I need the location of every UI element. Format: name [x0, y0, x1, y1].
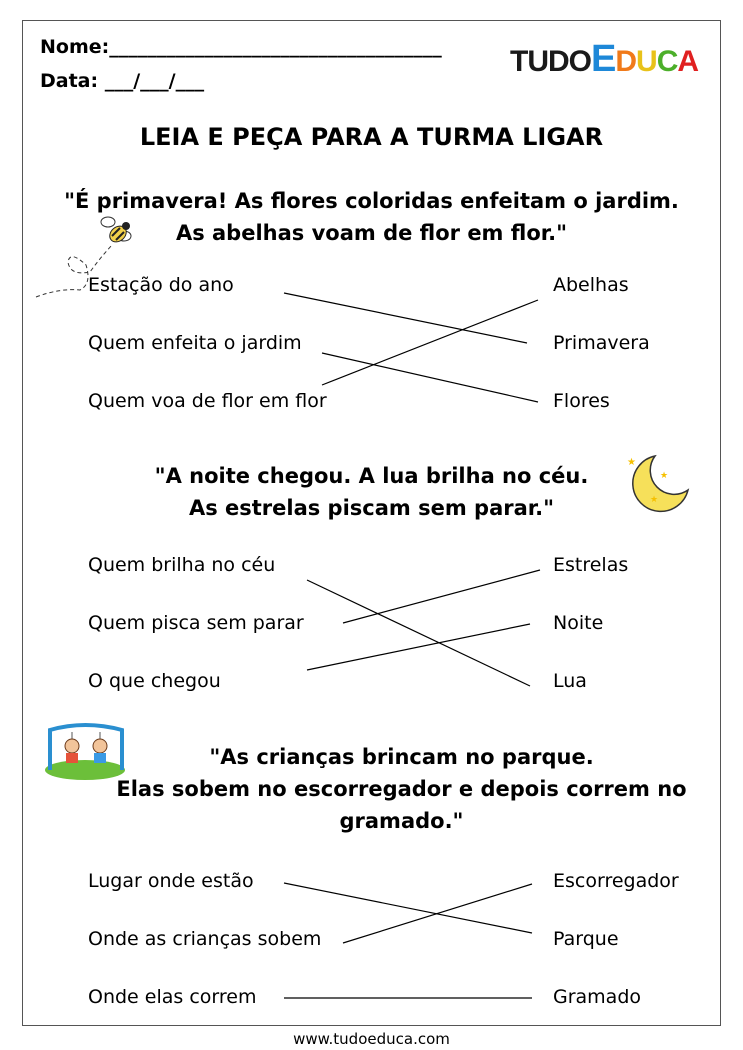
quote-line: "As crianças brincam no parque. [209, 745, 594, 769]
moon-icon [627, 456, 688, 511]
connector-line [343, 884, 532, 943]
right-item: Gramado [553, 986, 642, 1008]
right-item: Escorregador [553, 870, 679, 892]
left-item: Estação do ano [88, 274, 234, 296]
quote-line: As estrelas piscam sem parar." [188, 496, 555, 520]
logo-c: C [656, 45, 678, 78]
right-item: Noite [553, 612, 604, 634]
logo-text: TUDO [510, 45, 591, 78]
logo-a: A [677, 45, 699, 78]
left-item: Onde elas correm [88, 986, 257, 1008]
connector-line [322, 353, 538, 402]
quote-line: Elas sobem no escorregador e depois correm no [116, 777, 687, 801]
quote-line: "É primavera! As flores coloridas enfeitam o jardim. [64, 189, 679, 213]
svg-text:★: ★ [660, 471, 669, 481]
page-title: LEIA E PEÇA PARA A TURMA LIGAR [139, 123, 604, 151]
left-item: Quem brilha no céu [88, 554, 276, 576]
connector-line [307, 580, 530, 686]
footer-url: www.tudoeduca.com [293, 1030, 450, 1048]
right-item: Primavera [553, 332, 650, 354]
logo-u: U [636, 45, 657, 78]
quote-line: "A noite chegou. A lua brilha no céu. [154, 464, 589, 488]
left-item: Lugar onde estão [88, 870, 254, 892]
right-item: Lua [553, 670, 587, 692]
right-item: Estrelas [553, 554, 629, 576]
name-field: Nome:___________________________________ [40, 36, 442, 58]
svg-text:★: ★ [627, 457, 636, 468]
connector-line [284, 883, 532, 933]
right-item: Flores [553, 390, 610, 412]
left-item: Quem voa de flor em flor [88, 390, 327, 412]
left-item: O que chegou [88, 670, 221, 692]
connector-line [307, 624, 530, 670]
svg-text:★: ★ [650, 495, 659, 505]
playground-swing-icon [45, 725, 125, 780]
connector-line [322, 300, 538, 385]
logo-d: D [615, 45, 637, 78]
left-item: Onde as crianças sobem [88, 928, 322, 950]
connector-line [284, 293, 527, 343]
date-field: Data: ___/___/___ [40, 70, 205, 92]
quote-line: gramado." [339, 809, 464, 833]
logo-book-e: E [591, 38, 616, 80]
quote-line: As abelhas voam de flor em flor." [175, 221, 568, 245]
right-item: Parque [553, 928, 619, 950]
right-item: Abelhas [553, 274, 629, 296]
connector-line [343, 570, 540, 623]
bee-icon [36, 217, 131, 297]
left-item: Quem enfeita o jardim [88, 332, 302, 354]
left-item: Quem pisca sem parar [88, 612, 304, 634]
